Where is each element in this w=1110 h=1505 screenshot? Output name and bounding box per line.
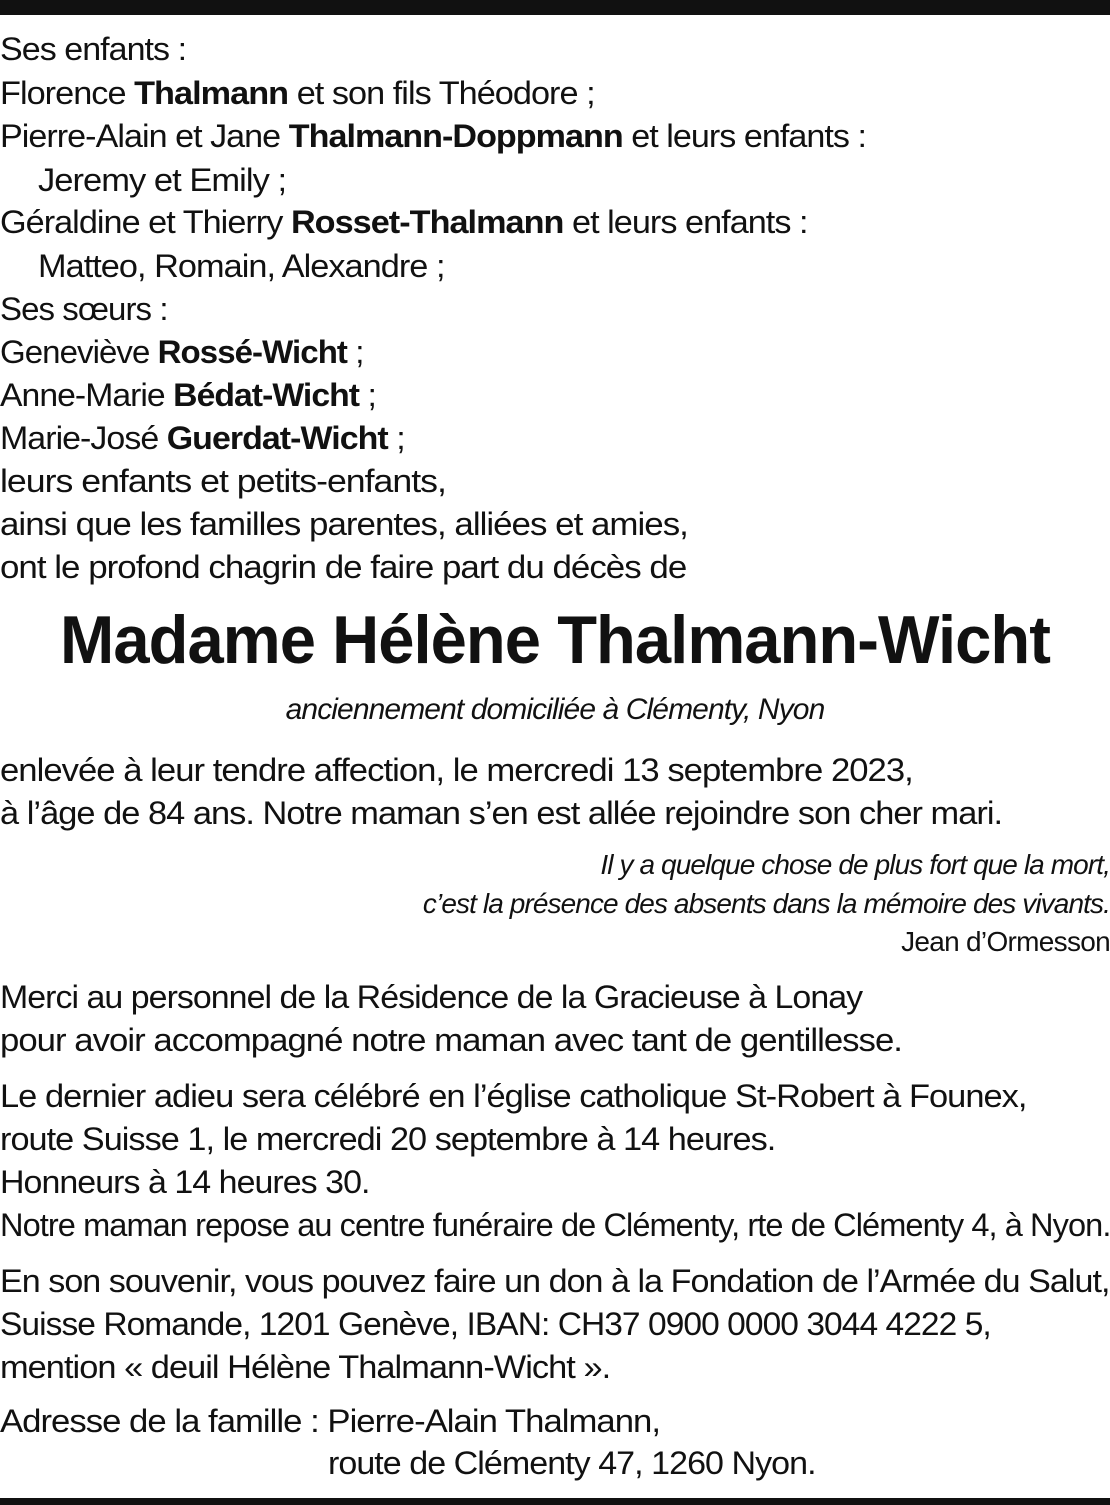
family-line-sister3: Marie-José Guerdat-Wicht ; [0, 420, 405, 456]
family-line-grandchildren3: Matteo, Romain, Alexandre ; [38, 248, 445, 284]
quote-author: Jean d’Ormesson [901, 926, 1110, 957]
death-line-1: enlevée à leur tendre affection, le mercredi 13 septembre 2023, [0, 752, 913, 788]
family-line-relatives: ainsi que les familles parentes, alliées et amies, [0, 506, 688, 542]
family-line-extended: leurs enfants et petits-enfants, [0, 463, 446, 499]
family-line-grandchildren2: Jeremy et Emily ; [38, 162, 287, 198]
children-label: Ses enfants : [0, 31, 187, 67]
family-line-sister1: Geneviève Rossé-Wicht ; [0, 334, 364, 370]
family-surname: Rosset-Thalmann [290, 204, 564, 240]
deceased-name: Madame Hélène Thalmann-Wicht [59, 602, 1050, 678]
announcement-line: ont le profond chagrin de faire part du décès de [0, 549, 687, 585]
sisters-label: Ses sœurs : [0, 291, 168, 327]
family-line-child3: Géraldine et Thierry Rosset-Thalmann et leurs enfants : [0, 204, 808, 240]
ceremony-line-2: route Suisse 1, le mercredi 20 septembre à 14 heures. [0, 1121, 776, 1157]
family-line-sister2: Anne-Marie Bédat-Wicht ; [0, 377, 376, 413]
address-line-1: Adresse de la famille : Pierre-Alain Thalmann, [0, 1403, 660, 1439]
family-surname: Thalmann-Doppmann [288, 118, 623, 154]
bottom-border-rule [0, 1498, 1110, 1505]
donation-line-2: Suisse Romande, 1201 Genève, IBAN: CH37 0900 0000 3044 4222 5, [0, 1306, 991, 1342]
family-line-child2: Pierre-Alain et Jane Thalmann-Doppmann et leurs enfants : [0, 118, 867, 154]
quote-line-2: c’est la présence des absents dans la mémoire des vivants. [422, 888, 1110, 919]
family-surname: Rossé-Wicht [157, 334, 348, 370]
ceremony-line-4: Notre maman repose au centre funéraire de Clémenty, rte de Clémenty 4, à Nyon. [0, 1207, 1110, 1243]
family-surname: Bédat-Wicht [173, 377, 360, 413]
donation-line-3: mention « deuil Hélène Thalmann-Wicht ». [0, 1349, 611, 1385]
quote-line-1: Il y a quelque chose de plus fort que la mort, [600, 849, 1110, 880]
address-line-2: route de Clémenty 47, 1260 Nyon. [328, 1445, 816, 1481]
deceased-residence: anciennement domiciliée à Clémenty, Nyon [285, 693, 825, 726]
top-border-rule [0, 0, 1110, 15]
death-line-2: à l’âge de 84 ans. Notre maman s’en est allée rejoindre son cher mari. [0, 795, 1003, 831]
ceremony-line-3: Honneurs à 14 heures 30. [0, 1164, 370, 1200]
thanks-line-1: Merci au personnel de la Résidence de la Gracieuse à Lonay [0, 979, 863, 1015]
family-line-child1: Florence Thalmann et son fils Théodore ; [0, 75, 595, 111]
family-surname: Guerdat-Wicht [166, 420, 388, 456]
address-label: Adresse de la famille : [0, 1403, 319, 1439]
family-surname: Thalmann [134, 75, 289, 111]
ceremony-line-1: Le dernier adieu sera célébré en l’église catholique St-Robert à Founex, [0, 1078, 1027, 1114]
donation-line-1: En son souvenir, vous pouvez faire un don à la Fondation de l’Armée du Salut, [0, 1263, 1110, 1299]
thanks-line-2: pour avoir accompagné notre maman avec tant de gentillesse. [0, 1022, 902, 1058]
